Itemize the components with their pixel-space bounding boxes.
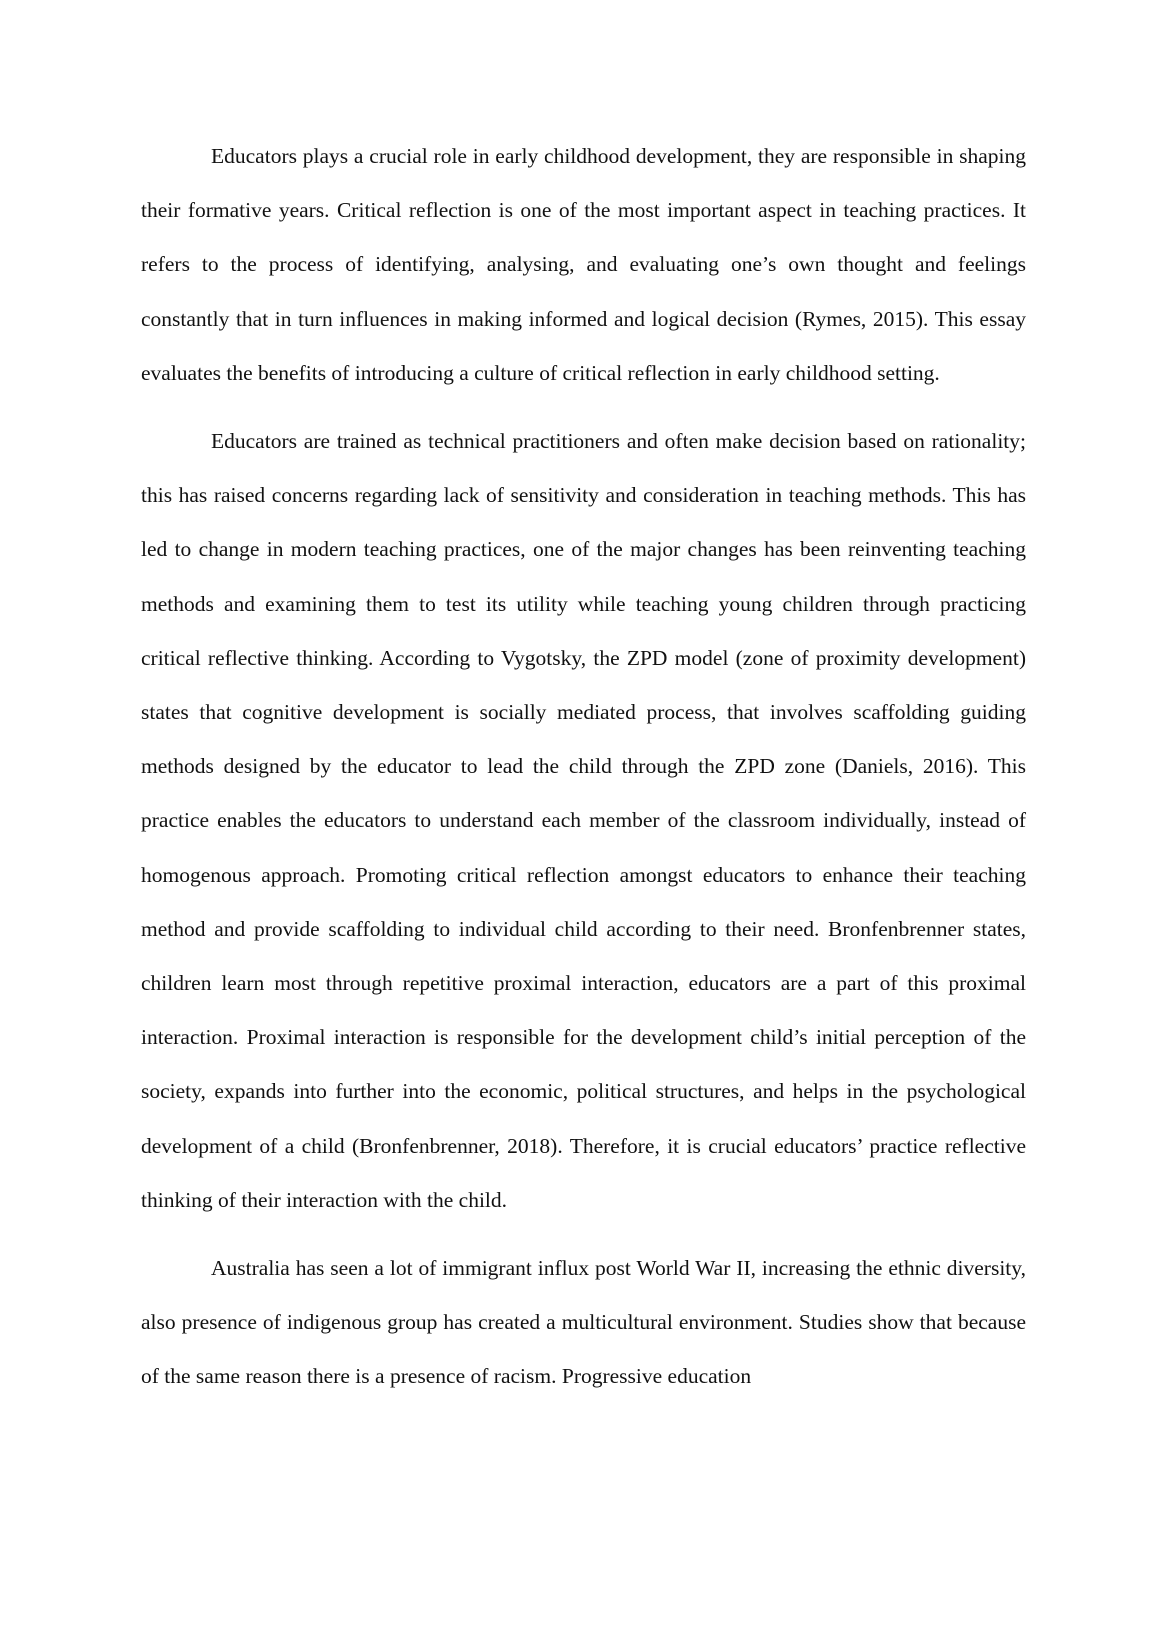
paragraph-intro: Educators plays a crucial role in early childhood development, they are responsible in shaping their formative years. Critical reflection is one of the most important aspect in teaching practices. It refers to the process of identifying, analysing, and evaluating one’s own thought and feelings constantly that in turn influences in making informed and logical decision (Rymes, 2015). This essay evaluates the benefits of introducing a culture of critical reflection in early childhood setting. [141, 144, 1026, 385]
paragraph-educators: Educators are trained as technical practitioners and often make decision based on rationality; this has raised concerns regarding lack of sensitivity and consideration in teaching methods. This has led to change in modern teaching practices, one of the major changes has been reinventing teaching methods and examining them to test its utility while teaching young children through practicing critical reflective thinking. According to Vygotsky, the ZPD model (zone of proximity development) states that cognitive development is socially mediated process, that involves scaffolding guiding methods designed by the educator to lead the child through the ZPD zone (Daniels, 2016). This practice enables the educators to understand each member of the classroom individually, instead of homogenous approach. Promoting critical reflection amongst educators to enhance their teaching method and provide scaffolding to individual child according to their need. Bronfenbrenner states, children learn most through repetitive proximal interaction, educators are a part of this proximal interaction. Proximal interaction is responsible for the development child’s initial perception of the society, expands into further into the economic, political structures, and helps in the psychological development of a child (Bronfenbrenner, 2018). Therefore, it is crucial educators’ practice reflective thinking of their interaction with the child. [141, 429, 1026, 1212]
paragraph-australia: Australia has seen a lot of immigrant influx post World War II, increasing the ethnic diversity, also presence of indigenous group has created a multicultural environment. Studies show that because of the same reason there is a presence of racism. Progressive education [141, 1256, 1026, 1389]
body-text [141, 129, 1026, 1418]
